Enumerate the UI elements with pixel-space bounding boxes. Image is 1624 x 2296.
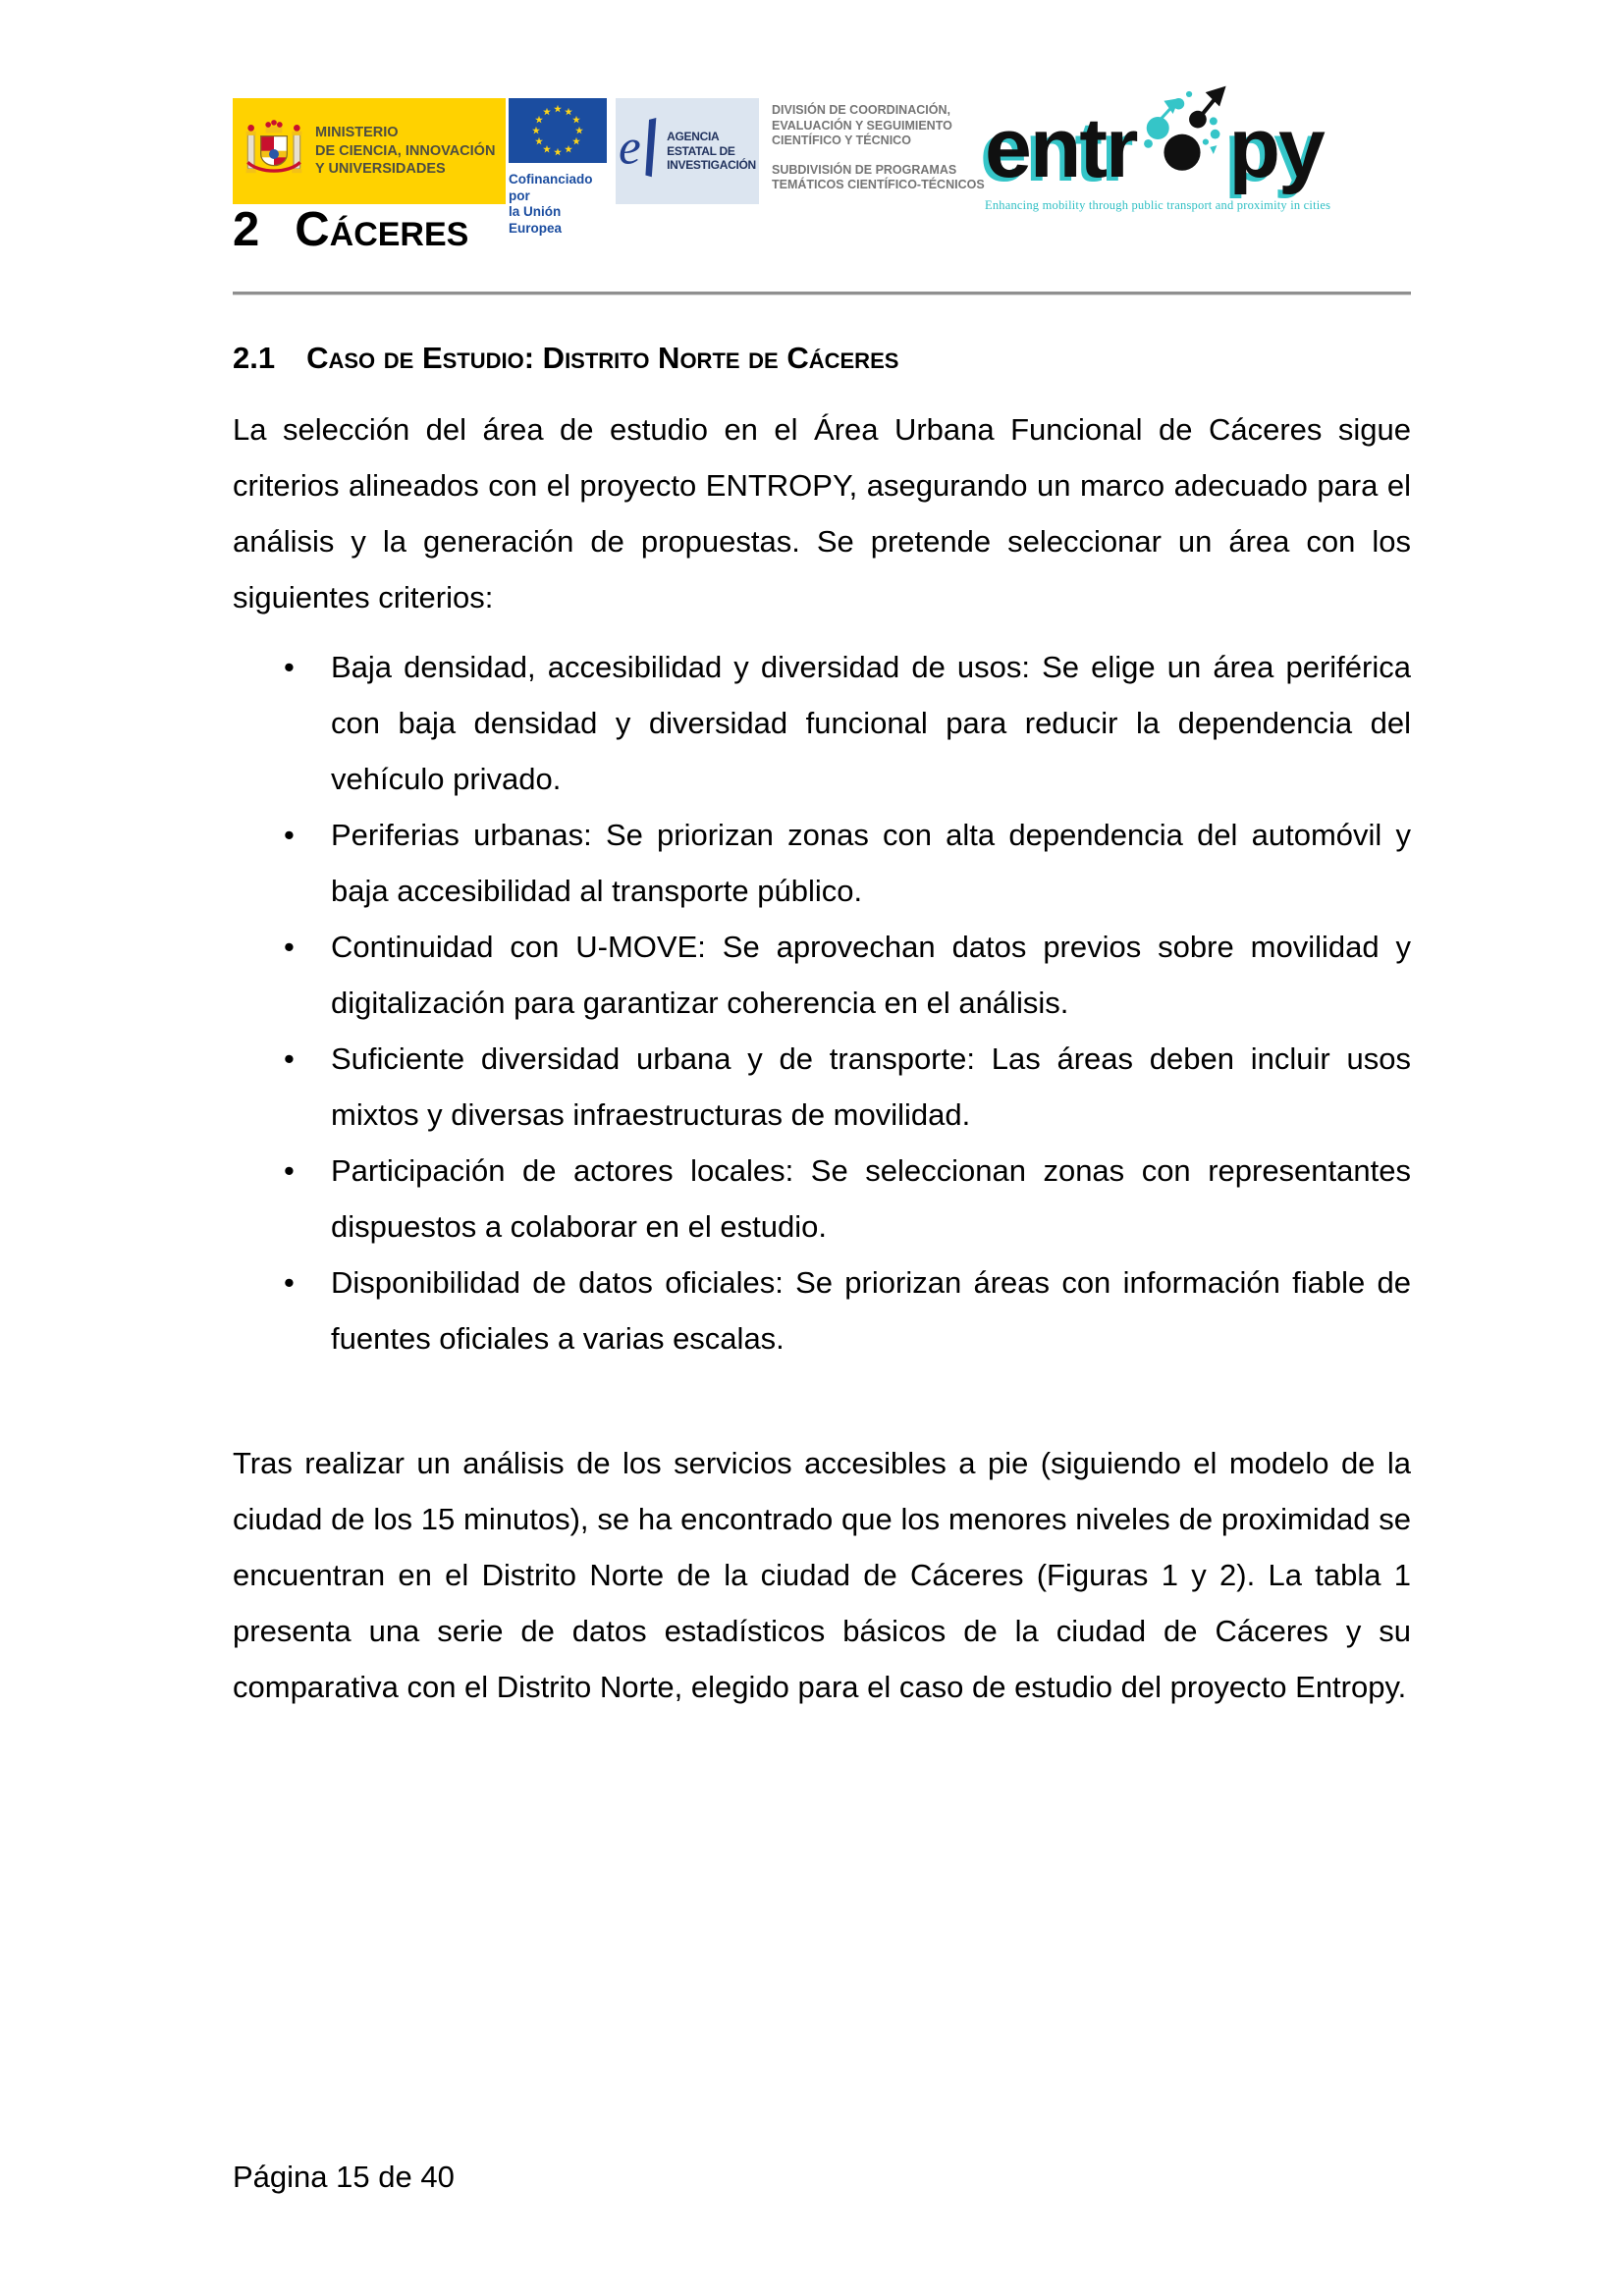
section-heading-text: Caso de Estudio: Distrito Norte de Cáceres xyxy=(306,341,899,375)
agency-name-line2: ESTATAL DE xyxy=(667,143,735,158)
title-divider xyxy=(233,292,1411,295)
list-item xyxy=(233,919,1411,1031)
bullet-icon: • xyxy=(284,818,295,853)
entropy-wordmark xyxy=(985,82,1417,195)
entropy-word-left: entr xyxy=(985,101,1137,195)
eu-caption-line1: Cofinanciado por xyxy=(509,172,593,203)
list-item xyxy=(233,807,1411,919)
chapter-title xyxy=(233,204,468,257)
chapter-number: 2 xyxy=(233,203,260,256)
ministry-name-line1: MINISTERIO xyxy=(315,125,399,141)
list-item-text: Suficiente diversidad urbana y de transporte: Las áreas deben incluir usos mixtos y diversas infraestructuras de movilidad. xyxy=(331,1041,1411,1133)
agency-name xyxy=(667,130,756,173)
list-item-text: Participación de actores locales: Se seleccionan zonas con representantes dispuestos a colaborar en el estudio. xyxy=(331,1153,1411,1245)
list-item-text: Baja densidad, accesibilidad y diversidad de usos: Se elige un área periférica con baja densidad y diversidad funcional para reducir la dependencia del vehículo privado. xyxy=(331,650,1411,797)
bullet-icon: • xyxy=(284,1041,295,1077)
bullet-icon: • xyxy=(284,650,295,685)
bullet-icon: • xyxy=(284,1153,295,1189)
agency-name-line3: INVESTIGACIÓN xyxy=(667,158,756,173)
list-item xyxy=(233,639,1411,807)
division-line1: DIVISIÓN DE COORDINACIÓN, xyxy=(772,103,950,117)
chapter-title-text: Cáceres xyxy=(295,203,469,256)
entropy-word-right: py xyxy=(1228,101,1324,195)
agency-e-icon xyxy=(619,115,660,188)
agency-name-line1: AGENCIA xyxy=(667,130,720,144)
svg-text:e: e xyxy=(619,119,641,176)
division-line5: TEMÁTICOS CIENTÍFICO-TÉCNICOS xyxy=(772,178,985,191)
list-item-text: Disponibilidad de datos oficiales: Se priorizan áreas con información fiable de fuentes oficiales a varias escalas. xyxy=(331,1265,1411,1357)
list-item xyxy=(233,1031,1411,1143)
section-heading xyxy=(233,340,1411,376)
closing-paragraph: Tras realizar un análisis de los servicios accesibles a pie (siguiendo el modelo de la ciudad de los 15 minutos), se ha encontrado que los menores niveles de proximidad se encuentran en el Distrito Norte de la ciudad de Cáceres (Figuras 1 y 2). La tabla 1 presenta una serie de datos estadísticos básicos de la ciudad de Cáceres y su comparativa con el Distrito Norte, elegido para el caso de estudio del proyecto Entropy. xyxy=(233,1446,1411,1705)
entropy-tagline: Enhancing mobility through public transport and proximity in cities xyxy=(985,198,1331,212)
list-item-text: Periferias urbanas: Se priorizan zonas con alta dependencia del automóvil y baja accesibilidad al transporte público. xyxy=(331,818,1411,909)
eu-flag-icon xyxy=(509,98,611,168)
page-number-footer: Página 15 de 40 xyxy=(233,2160,455,2194)
subdivision-block xyxy=(772,163,998,193)
section-number: 2.1 xyxy=(233,341,276,375)
ministry-name-line2: DE CIENCIA, INNOVACIÓN xyxy=(315,142,496,159)
list-item xyxy=(233,1255,1411,1366)
eu-cofunded-logo xyxy=(509,98,611,236)
list-item-text: Continuidad con U-MOVE: Se aprovechan datos previos sobre movilidad y digitalización para garantizar coherencia en el análisis. xyxy=(331,930,1411,1021)
division-line3: CIENTÍFICO Y TÉCNICO xyxy=(772,133,911,147)
division-block xyxy=(772,103,998,149)
division-line2: EVALUACIÓN Y SEGUIMIENTO xyxy=(772,118,952,133)
criteria-list xyxy=(233,639,1411,1366)
entropy-logo xyxy=(985,82,1417,213)
intro-paragraph: La selección del área de estudio en el Área Urbana Funcional de Cáceres sigue criterios alineados con el proyecto ENTROPY, asegurando un marco adecuado para el análisis y la generación de propuestas. Se pretende seleccionar un área con los siguientes criterios: xyxy=(233,412,1411,615)
eu-caption-line2: la Unión Europea xyxy=(509,204,563,236)
entropy-dots-icon xyxy=(1137,82,1227,181)
research-agency-logo xyxy=(616,98,759,204)
list-item xyxy=(233,1143,1411,1255)
eu-caption xyxy=(509,172,611,237)
spain-coat-of-arms-icon xyxy=(244,113,303,190)
page-content xyxy=(233,340,1411,1715)
bullet-icon: • xyxy=(284,930,295,965)
ministry-name xyxy=(315,124,495,179)
division-text xyxy=(772,103,998,193)
division-line4: SUBDIVISIÓN DE PROGRAMAS xyxy=(772,162,957,177)
ministry-logo xyxy=(233,98,506,204)
bullet-icon: • xyxy=(284,1265,295,1301)
ministry-name-line3: Y UNIVERSIDADES xyxy=(315,161,446,178)
